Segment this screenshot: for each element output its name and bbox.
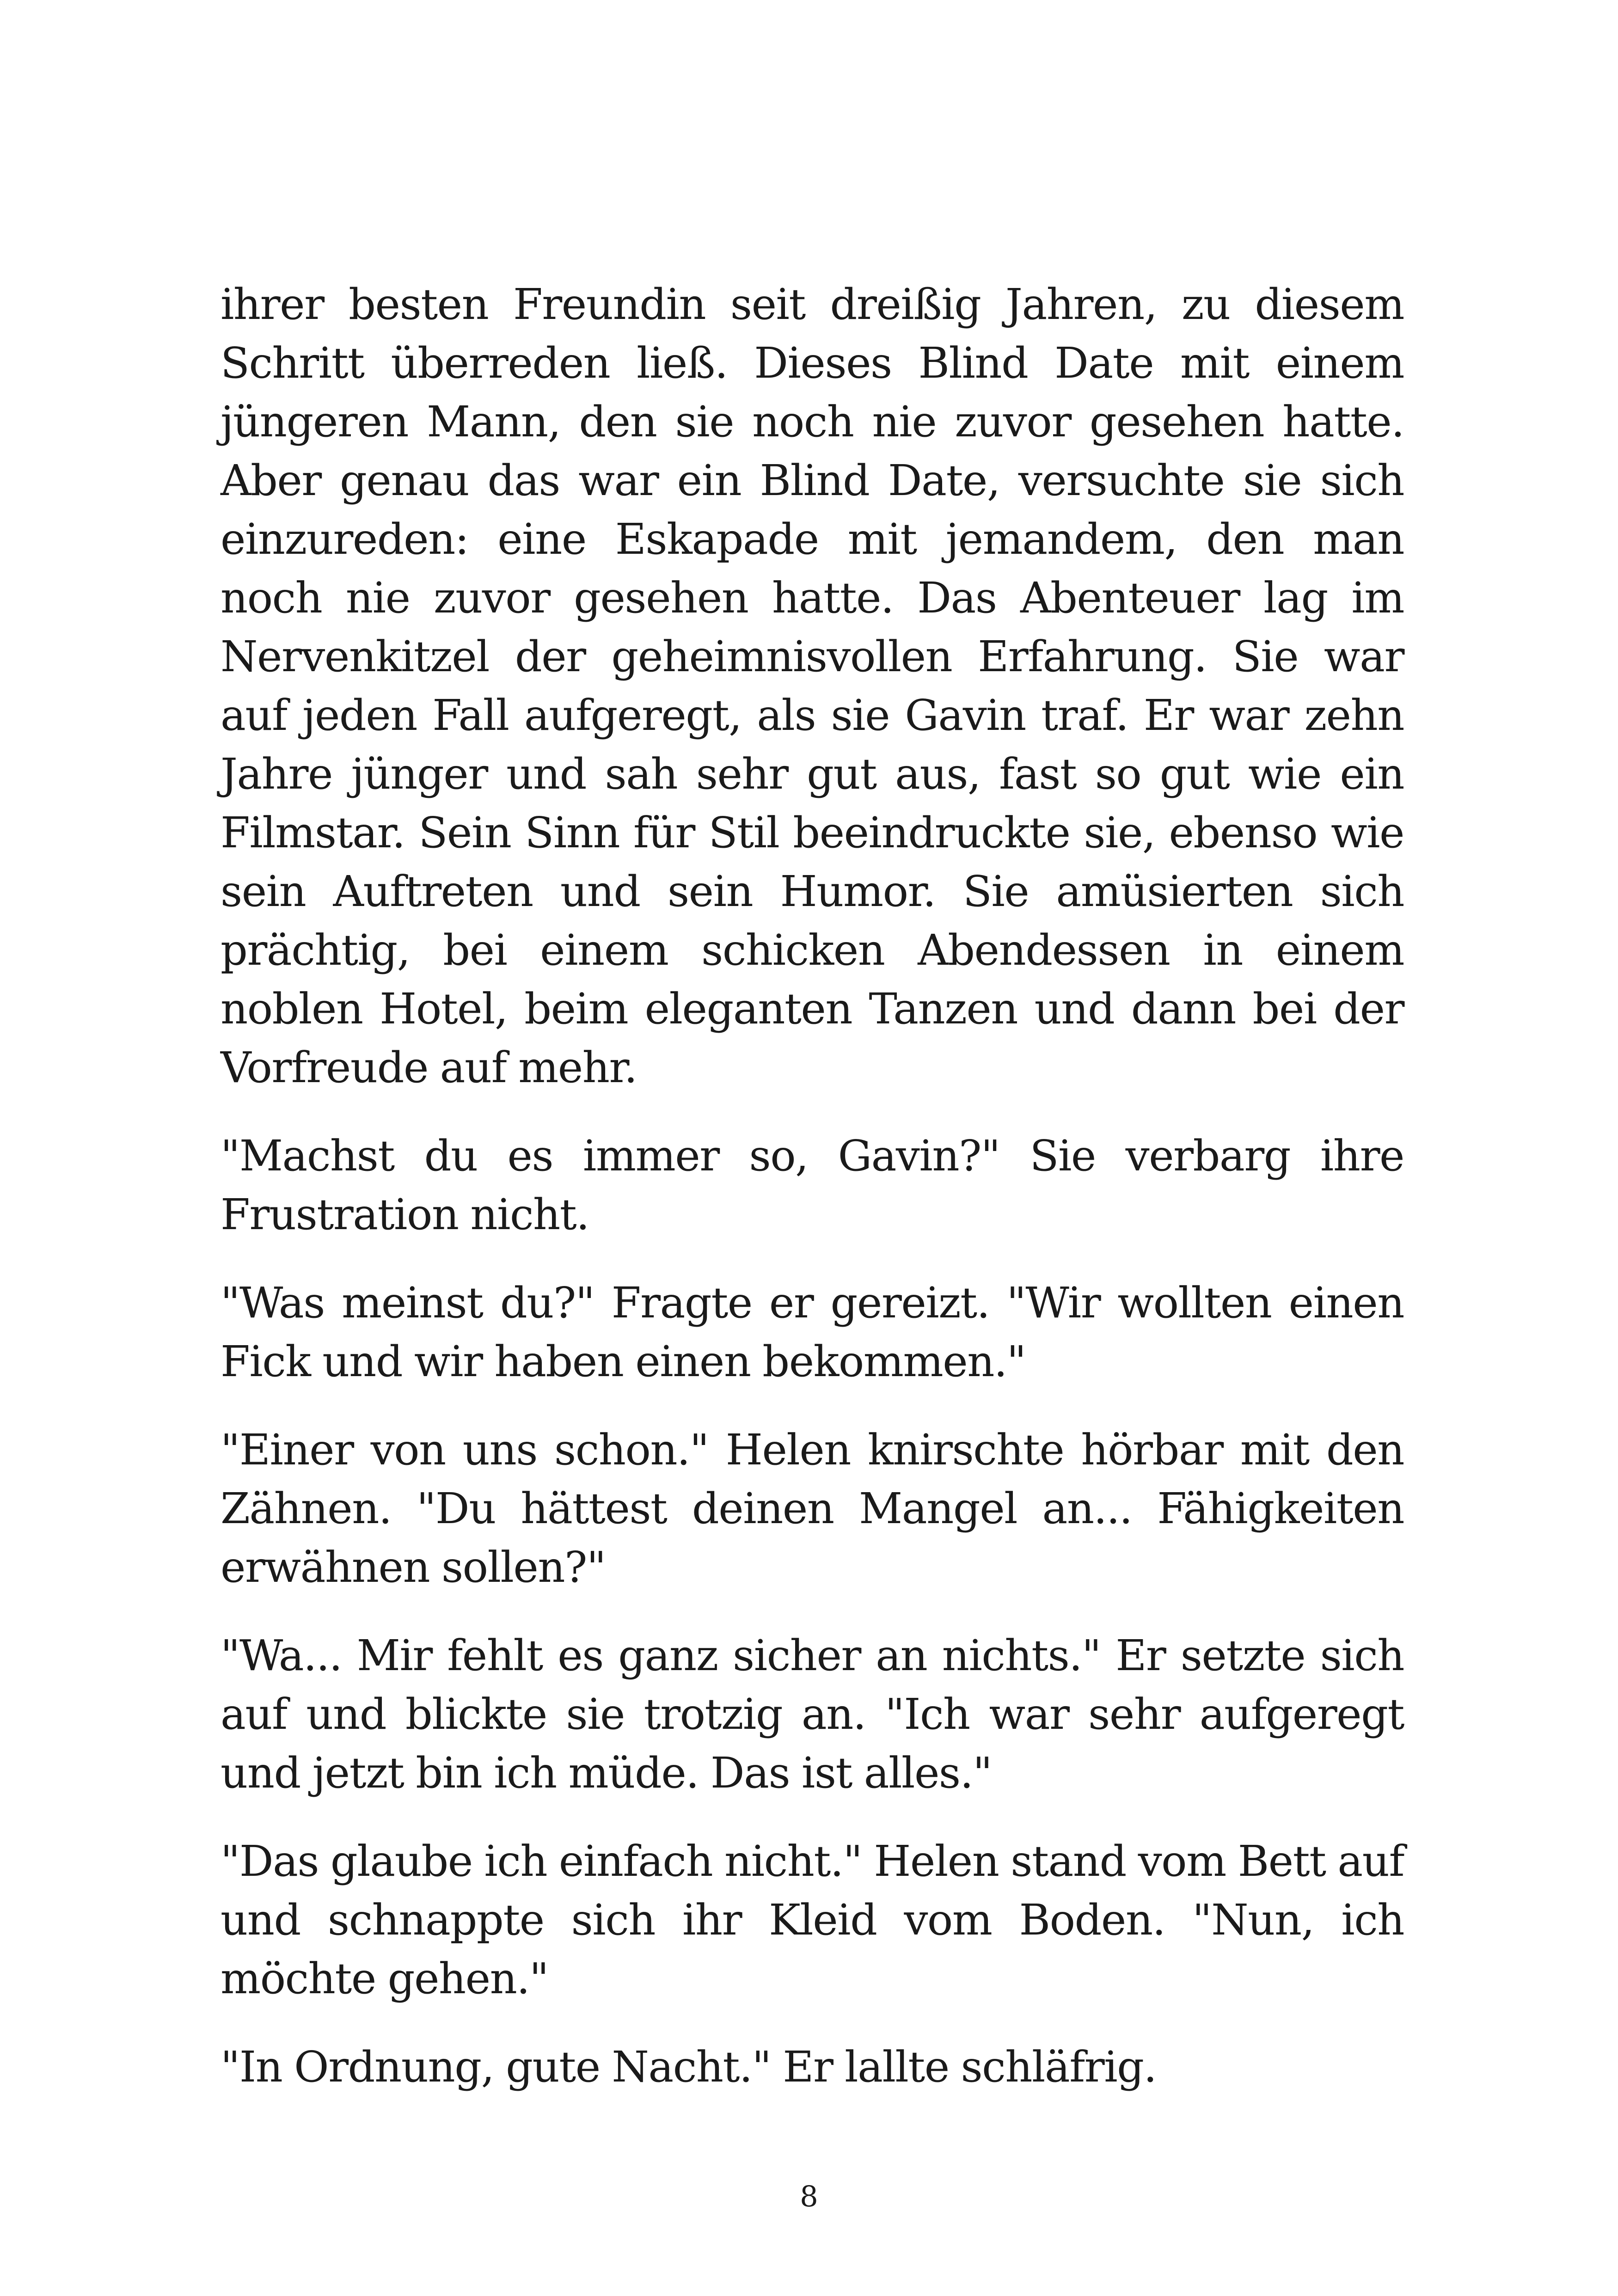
paragraph-dialogue-2: "Was meinst du?" Fragte er gereizt. "Wir wollten einen Fick und wir haben einen bekommen." bbox=[221, 1278, 1404, 1386]
paragraph-dialogue-3: "Einer von uns schon." Helen knirschte hörbar mit den Zähnen. "Du hättest deinen Mangel an... Fähigkeiten erwähnen sollen?" bbox=[221, 1425, 1404, 1592]
paragraph-dialogue-4: "Wa... Mir fehlt es ganz sicher an nichts." Er setzte sich auf und blickte sie trotzig an. "Ich war sehr aufgeregt und jetzt bin ich müde. Das ist alles." bbox=[221, 1631, 1404, 1798]
paragraph-dialogue-6: "In Ordnung, gute Nacht." Er lallte schläfrig. bbox=[221, 2042, 1157, 2092]
body-text bbox=[221, 275, 1404, 2096]
paragraph-dialogue-1: "Machst du es immer so, Gavin?" Sie verbarg ihre Frustration nicht. bbox=[221, 1131, 1404, 1239]
paragraph-narration: ihrer besten Freundin seit dreißig Jahren, zu diesem Schritt überreden ließ. Dieses Blind Date mit einem jüngeren Mann, den sie noch nie zuvor gesehen hatte. Aber genau das war ein Blind Date, versuchte sie sich einzureden: eine Eskapade mit jemandem, den man noch nie zuvor gesehen hatte. Das Abenteuer lag im Nervenkitzel der geheimnisvollen Erfahrung. Sie war auf jeden Fall aufgeregt, als sie Gavin traf. Er war zehn Jahre jünger und sah sehr gut aus, fast so gut wie ein Filmstar. Sein Sinn für Stil beeindruckte sie, ebenso wie sein Auftreten und sein Humor. Sie amüsierten sich prächtig, bei einem schicken Abendessen in einem noblen Hotel, beim eleganten Tanzen und dann bei der Vorfreude auf mehr. bbox=[221, 280, 1404, 1092]
paragraph-dialogue-5: "Das glaube ich einfach nicht." Helen stand vom Bett auf und schnappte sich ihr Kleid vom Boden. "Nun, ich möchte gehen." bbox=[221, 1837, 1404, 2003]
page-number: 8 bbox=[800, 2180, 818, 2213]
